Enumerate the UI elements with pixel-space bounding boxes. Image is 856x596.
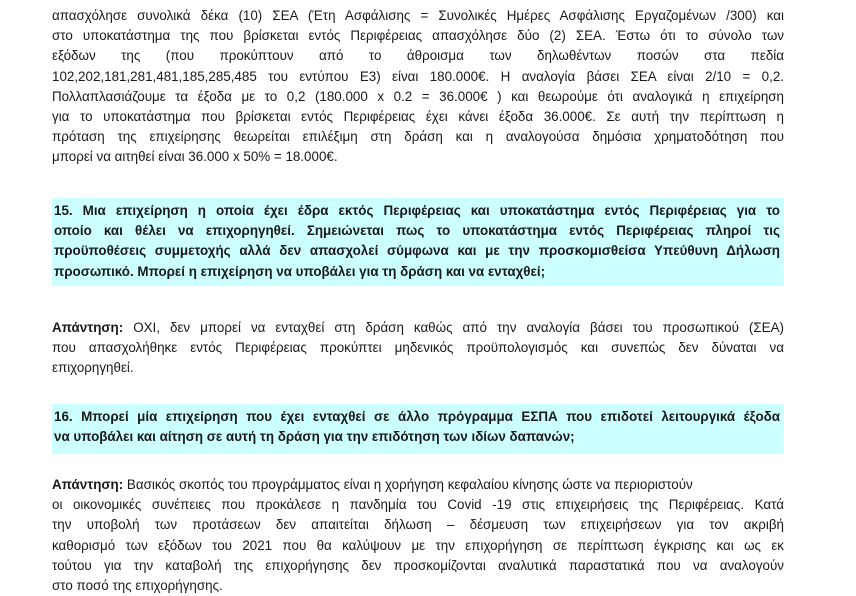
question-line: να υποβάλει και αίτηση σε αυτή τη δράση για την επιδότηση των ιδίων δαπανών; — [54, 429, 575, 445]
answer-line: καθορισμό των εξόδων του 2021 που θα καλύψουν με την επιχορήγηση σε περίπτωση έγκρισης και ως εκ — [52, 537, 784, 553]
answer-line: στο ποσό της επιχορήγησης. — [52, 578, 223, 594]
text-line: στο υποκατάστημα της που βρίσκεται εντός Περιφέρειας απασχόλησε δύο (2) ΣΕΑ. Έστω ότι το σύνολο των — [52, 28, 784, 44]
text-line: για το υποκατάστημα που βρίσκεται εντός Περιφέρειας έχει κάνει έξοδα 36.000€. Σε αυτή την περίπτωση η — [52, 109, 784, 125]
question-line: 16. Μπορεί μία επιχείρηση που έχει ενταχθεί σε άλλο πρόγραμμα ΕΣΠΑ που επιδοτεί λειτουργικά έξοδα — [54, 409, 780, 424]
question-15 — [52, 198, 784, 286]
answer-line: τούτου για την καταβολή της επιχορήγησης δεν προσκομίζονται αναλυτικά παραστατικά που να αναλογούν — [52, 557, 784, 573]
answer-line: που απασχολήθηκε εντός Περιφέρειας προκύπτει μηδενικός προϋπολογισμός και συνεπώς δεν δύναται να — [52, 340, 784, 356]
answer-line: οι οικονομικές συνέπειες που προκάλεσε η πανδημία του Covid -19 στις επιχειρήσεις της Περιφέρειας. Κατά — [52, 497, 784, 513]
answer-line — [52, 475, 784, 495]
answer-line: την υποβολή των προτάσεων δεν απαιτείται δήλωση – δέσμευση των επιχειρήσεων για τον ακριβή — [52, 517, 784, 533]
answer-label: Απάντηση: — [52, 320, 124, 335]
question-line: προϋποθέσεις συμμετοχής αλλά δεν απασχολεί σύμφωνα και με την προσκομισθείσα Υπεύθυνη Δήλωση — [54, 243, 780, 259]
answer-16 — [52, 475, 784, 596]
answer-15 — [52, 318, 784, 379]
text-line: πρόταση της επιχείρησης θεωρείται επιλέξιμη στη δράση και η αναλογούσα δημόσια χρηματοδότηση που — [52, 129, 784, 145]
text-line: μπορεί να αιτηθεί είναι 36.000 x 50% = 18.000€. — [52, 149, 338, 165]
text-line: 102,202,181,281,481,185,285,485 του εντύπου Ε3) είναι 180.000€. Η αναλογία βάσει ΣΕΑ είναι 2/10 = 0,2. — [52, 68, 784, 84]
question-line: 15. Μια επιχείρηση η οποία έχει έδρα εκτός Περιφέρειας και υποκατάστημα εντός Περιφέρειας για το — [54, 203, 780, 218]
answer-text: Βασικός σκοπός του προγράμματος είναι η χορήγηση κεφαλαίου κίνησης ώστε να περιοριστούν — [123, 477, 693, 492]
text-line: εξόδων της (που προκύπτουν από το άθροισμα των δηλωθέντων ποσών στα πεδία — [52, 48, 784, 64]
document-page — [52, 0, 784, 594]
question-16 — [52, 404, 784, 454]
text-line: Πολλαπλασιάζουμε τα έξοδα με το 0,2 (180.000 x 0.2 = 36.000€ ) και θεωρούμε ότι αναλογικά η επιχείρηση — [52, 88, 784, 104]
answer-label: Απάντηση: — [52, 477, 124, 492]
answer-text: ΟΧΙ, δεν μπορεί να ενταχθεί στη δράση καθώς από την αναλογία βάσει του προσωπικού (ΣΕΑ) — [123, 320, 784, 335]
example-paragraph — [52, 6, 784, 168]
question-line: οποίο και θέλει να επιχορηγηθεί. Σημειώνεται πως το υποκατάστημα εντός Περιφέρειας πληροί τις — [54, 223, 780, 239]
answer-line: επιχορηγηθεί. — [52, 360, 134, 376]
question-line: προσωπικό. Μπορεί η επιχείρηση να υποβάλει για τη δράση και να ενταχθεί; — [54, 263, 546, 279]
answer-line — [52, 318, 784, 338]
text-line: απασχόλησε συνολικά δέκα (10) ΣΕΑ (Έτη Ασφάλισης = Συνολικές Ημέρες Ασφάλισης Εργαζομένων /300) και — [52, 8, 784, 23]
